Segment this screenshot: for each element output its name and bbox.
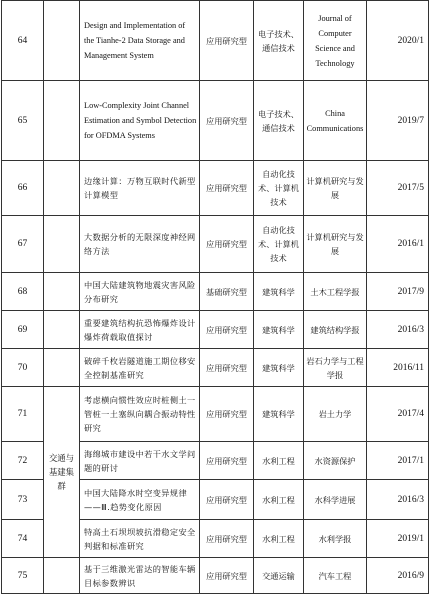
subject-category: 水利工程 xyxy=(254,520,304,558)
subject-category: 建筑科学 xyxy=(254,311,304,349)
row-number: 65 xyxy=(2,81,44,161)
row-number: 66 xyxy=(2,161,44,216)
field-cell-blank xyxy=(44,161,80,216)
journal-name: Journal of Computer Science and Technology xyxy=(304,1,367,81)
journal-name: 岩石力学与工程学报 xyxy=(304,349,367,387)
field-category xyxy=(44,387,80,558)
paper-title: 考虑横向惯性效应时桩侧土一管桩一土塞纵向耦合振动特性研究 xyxy=(80,387,200,442)
table-row xyxy=(2,273,429,311)
journal-name: 水资源保护 xyxy=(304,442,367,480)
publish-date: 2017/1 xyxy=(367,442,429,480)
field-category-label: 交通与基建集群 xyxy=(48,453,75,491)
research-type: 应用研究型 xyxy=(200,1,254,81)
research-type: 应用研究型 xyxy=(200,161,254,216)
research-type: 应用研究型 xyxy=(200,520,254,558)
paper-title: 大数据分析的无限深度神经网络方法 xyxy=(80,216,200,273)
row-number: 64 xyxy=(2,1,44,81)
field-cell-blank xyxy=(44,273,80,311)
research-type: 应用研究型 xyxy=(200,311,254,349)
research-type: 应用研究型 xyxy=(200,216,254,273)
research-type: 应用研究型 xyxy=(200,387,254,442)
table-row xyxy=(2,311,429,349)
publish-date: 2017/4 xyxy=(367,387,429,442)
subject-category: 水利工程 xyxy=(254,442,304,480)
journal-name: 岩土力学 xyxy=(304,387,367,442)
publish-date: 2019/1 xyxy=(367,520,429,558)
paper-title: 重要建筑结构抗恐怖爆炸设计爆炸荷载取值探讨 xyxy=(80,311,200,349)
research-type: 应用研究型 xyxy=(200,442,254,480)
field-cell-blank xyxy=(44,349,80,387)
subject-category: 建筑科学 xyxy=(254,387,304,442)
field-cell-blank xyxy=(44,558,80,594)
row-number: 70 xyxy=(2,349,44,387)
journal-name: 水科学进展 xyxy=(304,480,367,520)
row-number: 73 xyxy=(2,480,44,520)
publish-date: 2019/7 xyxy=(367,81,429,161)
publish-date: 2016/11 xyxy=(367,349,429,387)
field-cell-blank xyxy=(44,1,80,81)
subject-category: 自动化技术、计算机技术 xyxy=(254,216,304,273)
journal-name: 计算机研究与发展 xyxy=(304,216,367,273)
subject-category: 电子技术、通信技术 xyxy=(254,81,304,161)
field-cell-blank xyxy=(44,311,80,349)
journal-name: 计算机研究与发展 xyxy=(304,161,367,216)
paper-title: 中国大陆降水时空变异规律——Ⅲ.趋势变化原因 xyxy=(80,480,200,520)
publish-date: 2016/3 xyxy=(367,480,429,520)
paper-title: 特高土石坝坝坡抗滑稳定安全判据和标准研究 xyxy=(80,520,200,558)
row-number: 72 xyxy=(2,442,44,480)
field-cell-blank xyxy=(44,81,80,161)
publish-date: 2017/9 xyxy=(367,273,429,311)
publish-date: 2020/1 xyxy=(367,1,429,81)
table-row xyxy=(2,81,429,161)
paper-title: 海绵城市建设中若干水文学问题的研讨 xyxy=(80,442,200,480)
table-row xyxy=(2,161,429,216)
row-number: 69 xyxy=(2,311,44,349)
subject-category: 交通运输 xyxy=(254,558,304,594)
table-row xyxy=(2,387,429,442)
publish-date: 2016/9 xyxy=(367,558,429,594)
row-number: 71 xyxy=(2,387,44,442)
subject-category: 建筑科学 xyxy=(254,349,304,387)
table-row xyxy=(2,558,429,594)
journal-name: 土木工程学报 xyxy=(304,273,367,311)
table-row xyxy=(2,349,429,387)
paper-title: 破碎千枚岩隧道施工期位移安全控制基准研究 xyxy=(80,349,200,387)
field-cell-blank xyxy=(44,216,80,273)
subject-category: 自动化技术、计算机技术 xyxy=(254,161,304,216)
paper-title: 基于三维激光雷达的智能车辆目标参数辨识 xyxy=(80,558,200,594)
table-row xyxy=(2,216,429,273)
publish-date: 2017/5 xyxy=(367,161,429,216)
paper-title: Design and Implementation of the Tianhe-2 Data Storage and Management System xyxy=(80,1,200,81)
research-type: 应用研究型 xyxy=(200,480,254,520)
research-type: 应用研究型 xyxy=(200,81,254,161)
journal-name: China Communications xyxy=(304,81,367,161)
subject-category: 水利工程 xyxy=(254,480,304,520)
research-type: 基础研究型 xyxy=(200,273,254,311)
paper-title: Low-Complexity Joint Channel Estimation and Symbol Detection for OFDMA Systems xyxy=(80,81,200,161)
row-number: 67 xyxy=(2,216,44,273)
research-type: 应用研究型 xyxy=(200,349,254,387)
publish-date: 2016/3 xyxy=(367,311,429,349)
journal-name: 汽车工程 xyxy=(304,558,367,594)
research-type: 应用研究型 xyxy=(200,558,254,594)
journal-name: 建筑结构学报 xyxy=(304,311,367,349)
paper-title: 边缘计算：万物互联时代新型计算模型 xyxy=(80,161,200,216)
subject-category: 建筑科学 xyxy=(254,273,304,311)
subject-category: 电子技术、通信技术 xyxy=(254,1,304,81)
paper-table xyxy=(1,0,429,594)
journal-name: 水利学报 xyxy=(304,520,367,558)
row-number: 75 xyxy=(2,558,44,594)
publish-date: 2016/1 xyxy=(367,216,429,273)
paper-title: 中国大陆建筑物地震灾害风险分布研究 xyxy=(80,273,200,311)
row-number: 74 xyxy=(2,520,44,558)
table-row xyxy=(2,1,429,81)
row-number: 68 xyxy=(2,273,44,311)
